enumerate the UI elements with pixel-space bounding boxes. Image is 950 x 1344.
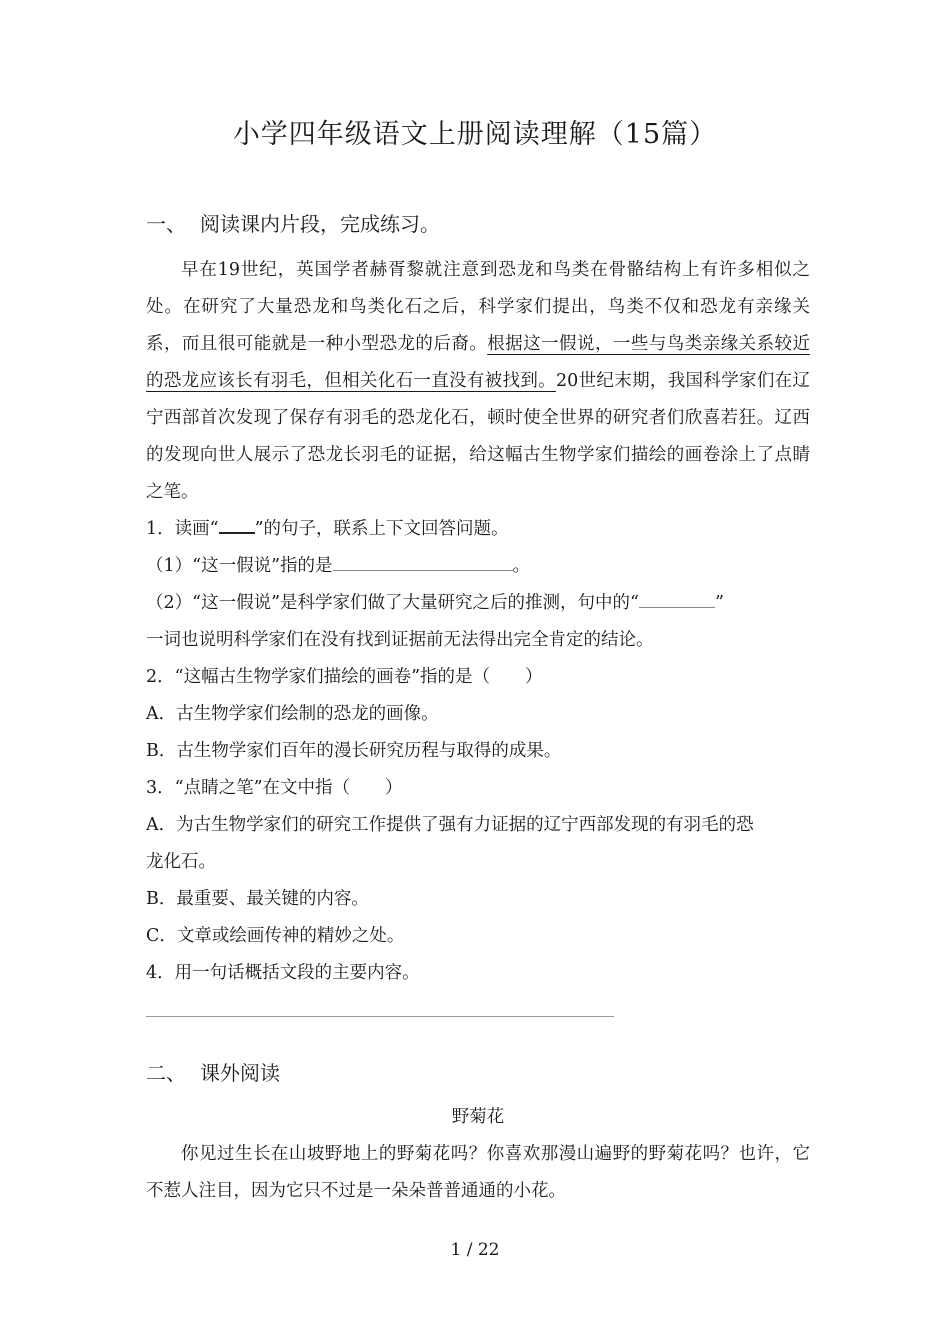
- passage-part-a: 早在19世纪，英国学者赫胥黎就注意到恐龙和鸟类在骨骼结构上有许多相似之处。在研究了大量恐龙和鸟类化石之后，科学家们提出，鸟类不仅和恐龙有亲缘关系，而且很可能就是一种小型恐龙的后裔。: [146, 260, 810, 354]
- question-1-prefix: 1．读画“: [146, 519, 219, 539]
- question-1-1: [146, 548, 810, 585]
- page-number: 1 / 22: [450, 1240, 500, 1260]
- question-3-option-b[interactable]: B．最重要、最关键的内容。: [146, 889, 369, 909]
- section-1-heading: [146, 204, 810, 244]
- answer-line-question-4[interactable]: [146, 1002, 614, 1017]
- passage-part-b: 20世纪末期，我国科学家们在辽宁西部首次发现了保存有羽毛的恐龙化石，顿时使全世界的研究者们欣喜若狂。辽西的发现向世人展示了恐龙长羽毛的证据，给这幅古生物学家们描绘的画卷涂上了点睛之笔。: [146, 371, 810, 502]
- question-1-2-text: （2）“这一假说”是科学家们做了大量研究之后的推测，句中的“: [146, 593, 639, 613]
- question-2-option-b[interactable]: B．古生物学家们百年的漫长研究历程与取得的成果。: [146, 741, 562, 761]
- section-2-heading: [146, 1053, 810, 1093]
- page-title: 小学四年级语文上册阅读理解（15篇）: [232, 119, 718, 150]
- question-3-option-a[interactable]: A．为古生物学家们的研究工作提供了强有力证据的辽宁西部发现的有羽毛的恐: [146, 815, 754, 835]
- section-2-number: 二、: [146, 1061, 186, 1085]
- section-1-title: 阅读课内片段，完成练习。: [200, 212, 440, 236]
- question-2-option-a[interactable]: A．古生物学家们绘制的恐龙的画像。: [146, 704, 439, 724]
- question-3-option-c[interactable]: C．文章或绘画传神的精妙之处。: [146, 926, 405, 946]
- story-title: 野菊花: [451, 1107, 505, 1127]
- section-1-number: 一、: [146, 212, 186, 236]
- document-body: [146, 204, 810, 1210]
- section-2-passage: 你见过生长在山坡野地上的野菊花吗？你喜欢那漫山遍野的野菊花吗？也许，它不惹人注目，因为它只不过是一朵朵普普通通的小花。: [146, 1144, 810, 1201]
- question-1-2-quote-end: ”: [714, 593, 724, 613]
- question-2: 2．“这幅古生物学家们描绘的画卷”指的是（ ）: [146, 667, 543, 687]
- underline-sample: [219, 514, 255, 534]
- question-4: 4．用一句话概括文段的主要内容。: [146, 963, 420, 983]
- question-3-option-a-continued: 龙化石。: [146, 852, 216, 872]
- question-1-2: [146, 585, 810, 622]
- answer-blank-1-2[interactable]: [639, 589, 715, 608]
- question-1-1-text: （1）“这一假说”指的是: [146, 556, 333, 576]
- question-1-1-end: 。: [512, 556, 531, 576]
- question-3: 3．“点睛之笔”在文中指（ ）: [146, 778, 403, 798]
- question-1-suffix: ”的句子，联系上下文回答问题。: [254, 519, 509, 539]
- section-spacer: [146, 1017, 810, 1053]
- underlined-sentence: 根据这一假说，一些与鸟类亲缘关系较近的恐龙应该长有羽毛，但相关化石一直没有被找到。: [146, 334, 811, 391]
- section-2-title: 课外阅读: [200, 1061, 280, 1085]
- section-1-passage: [146, 252, 810, 511]
- answer-blank-1-1[interactable]: [333, 552, 513, 571]
- question-1-2-continuation: 一词也说明科学家们在没有找到证据前无法得出完全肯定的结论。: [146, 630, 654, 650]
- question-1: [146, 511, 810, 548]
